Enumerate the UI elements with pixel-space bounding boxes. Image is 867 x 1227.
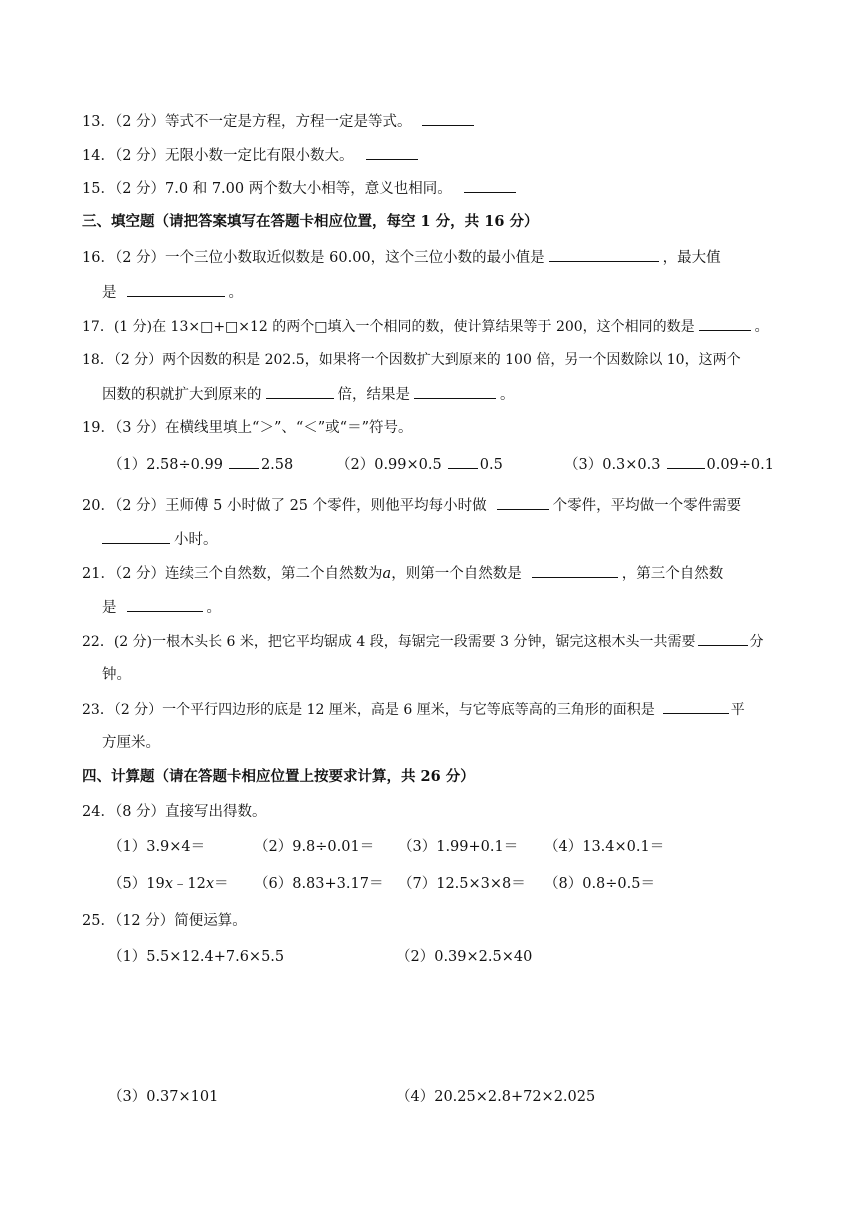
compare-right: 0.09÷0.1 xyxy=(706,457,774,473)
answer-blank-min[interactable] xyxy=(549,247,659,262)
answer-blank-hours[interactable] xyxy=(102,529,170,544)
question-text: ，最大值 xyxy=(662,250,721,266)
question-text: 。 xyxy=(228,285,243,301)
question-text: 16．（2 分）一个三位小数取近似数是 60.00，这个三位小数的最小值是 xyxy=(82,250,545,266)
question-20-cont xyxy=(102,529,218,550)
question-text: 分 xyxy=(749,634,764,650)
compare-item-2 xyxy=(336,454,503,475)
answer-blank[interactable] xyxy=(448,454,478,469)
compare-left: （3）0.3×0.3 xyxy=(564,457,661,473)
answer-blank-multiple[interactable] xyxy=(266,384,334,399)
question-22-cont: 钟。 xyxy=(102,667,131,683)
question-text: 等式不一定是方程，方程一定是等式。 xyxy=(165,114,412,130)
variable-x: x xyxy=(205,876,215,892)
compare-item-3 xyxy=(564,454,774,475)
answer-blank-per-hour[interactable] xyxy=(497,495,549,510)
compare-right: 2.58 xyxy=(260,457,294,473)
calc-item: （4）13.4×0.1＝ xyxy=(544,839,665,855)
question-19: 19．（3 分）在横线里填上“＞”、“＜”或“＝”符号。 xyxy=(82,420,413,436)
question-text: 18．（2 分）两个因数的积是 202.5，如果将一个因数扩大到原来的 100 倍，另一个因数除以 10，这两个 xyxy=(82,352,741,368)
compare-item-1 xyxy=(108,454,293,475)
question-text: 因数的积就扩大到原来的 xyxy=(102,387,262,403)
question-text: 21．（2 分）连续三个自然数，第二个自然数为 xyxy=(82,566,383,582)
question-text: 平 xyxy=(730,702,745,718)
question-16 xyxy=(82,247,721,268)
answer-blank[interactable] xyxy=(699,316,751,331)
question-24-row-2 xyxy=(102,874,802,894)
question-text: 倍，结果是 xyxy=(337,387,410,403)
question-text: 23．（2 分）一个平行四边形的底是 12 厘米，高是 6 厘米，与它等底等高的三角形的面积是 xyxy=(82,702,655,718)
question-25-row-1 xyxy=(102,947,802,967)
question-text: 无限小数一定比有限小数大。 xyxy=(165,148,354,164)
question-number: 13． xyxy=(82,114,115,130)
question-score: （2 分） xyxy=(114,181,166,197)
question-score: （2 分） xyxy=(114,114,166,130)
question-22 xyxy=(82,631,764,652)
question-text: ，则第一个自然数是 xyxy=(391,566,522,582)
question-25: 25．（12 分）简便运算。 xyxy=(82,913,247,929)
calc-item: （2）9.8÷0.01＝ xyxy=(254,839,375,855)
answer-blank[interactable] xyxy=(667,454,705,469)
answer-blank-result[interactable] xyxy=(414,384,496,399)
answer-blank[interactable] xyxy=(229,454,259,469)
compare-left: （2）0.99×0.5 xyxy=(336,457,442,473)
calc-item: （1）3.9×4＝ xyxy=(108,839,206,855)
calc-part: （5）19 xyxy=(108,876,165,892)
question-20 xyxy=(82,495,741,516)
calc-item: （6）8.83+3.17＝ xyxy=(254,876,384,892)
answer-blank-third[interactable] xyxy=(127,597,203,612)
question-text: 7.0 和 7.00 两个数大小相等，意义也相同。 xyxy=(165,181,452,197)
question-24: 24．（8 分）直接写出得数。 xyxy=(82,804,267,820)
question-21 xyxy=(82,563,723,584)
question-text: 小时。 xyxy=(174,532,218,548)
question-13 xyxy=(82,111,478,132)
question-25-row-2 xyxy=(102,1087,802,1107)
section-4-heading: 四、计算题（请在答题卡相应位置上按要求计算，共 26 分） xyxy=(82,768,475,785)
question-text: 22．(2 分)一根木头长 6 米，把它平均锯成 4 段，每锯完一段需要 3 分钟，锯完这根木头一共需要 xyxy=(82,634,696,650)
answer-blank[interactable] xyxy=(366,145,418,160)
question-number: 15． xyxy=(82,181,115,197)
variable-a: a xyxy=(382,566,392,582)
question-16-cont xyxy=(102,282,243,303)
answer-blank-first[interactable] xyxy=(532,563,618,578)
question-text: 。 xyxy=(754,319,769,335)
answer-blank[interactable] xyxy=(464,178,516,193)
answer-blank[interactable] xyxy=(422,111,474,126)
question-14 xyxy=(82,145,422,166)
answer-blank-max[interactable] xyxy=(127,282,225,297)
compare-right: 0.5 xyxy=(479,457,503,473)
calc-item: （1）5.5×12.4+7.6×5.5 xyxy=(108,949,285,965)
question-24-row-1 xyxy=(102,837,802,857)
question-17 xyxy=(82,316,769,337)
question-text: 是 xyxy=(102,285,117,301)
question-score: （2 分） xyxy=(114,148,166,164)
calc-item: （3）0.37×101 xyxy=(108,1089,219,1105)
calc-item: （2）0.39×2.5×40 xyxy=(396,949,533,965)
question-23-cont: 方厘米。 xyxy=(102,735,160,751)
calc-item: （8）0.8÷0.5＝ xyxy=(544,876,655,892)
variable-x: x xyxy=(164,876,173,892)
question-text: 是 xyxy=(102,600,117,616)
question-18 xyxy=(82,350,741,370)
calc-item: （4）20.25×2.8+72×2.025 xyxy=(396,1089,596,1105)
question-text: 17．(1 分)在 13×□+□×12 的两个□填入一个相同的数，使计算结果等于 200，这个相同的数是 xyxy=(82,319,695,335)
question-text: ，第三个自然数 xyxy=(621,566,724,582)
answer-blank[interactable] xyxy=(663,699,729,714)
question-text: 20．（2 分）王师傅 5 小时做了 25 个零件，则他平均每小时做 xyxy=(82,498,487,514)
compare-left: （1）2.58÷0.99 xyxy=(108,457,223,473)
question-text: 。 xyxy=(500,387,515,403)
calc-item: （7）12.5×3×8＝ xyxy=(398,876,526,892)
question-number: 14． xyxy=(82,148,115,164)
question-23 xyxy=(82,699,745,720)
question-18-cont xyxy=(102,384,515,405)
section-3-heading: 三、填空题（请把答案填写在答题卡相应位置，每空 1 分，共 16 分） xyxy=(82,213,539,230)
calc-part: ﹣12 xyxy=(172,876,206,892)
question-21-cont xyxy=(102,597,221,618)
answer-blank[interactable] xyxy=(698,631,748,646)
calc-item: （3）1.99+0.1＝ xyxy=(398,839,519,855)
calc-part: ＝ xyxy=(214,876,229,892)
question-15 xyxy=(82,178,520,199)
question-text: 。 xyxy=(206,600,221,616)
calc-item xyxy=(108,874,229,894)
question-text: 个零件，平均做一个零件需要 xyxy=(552,498,742,514)
question-19-items xyxy=(102,454,802,474)
